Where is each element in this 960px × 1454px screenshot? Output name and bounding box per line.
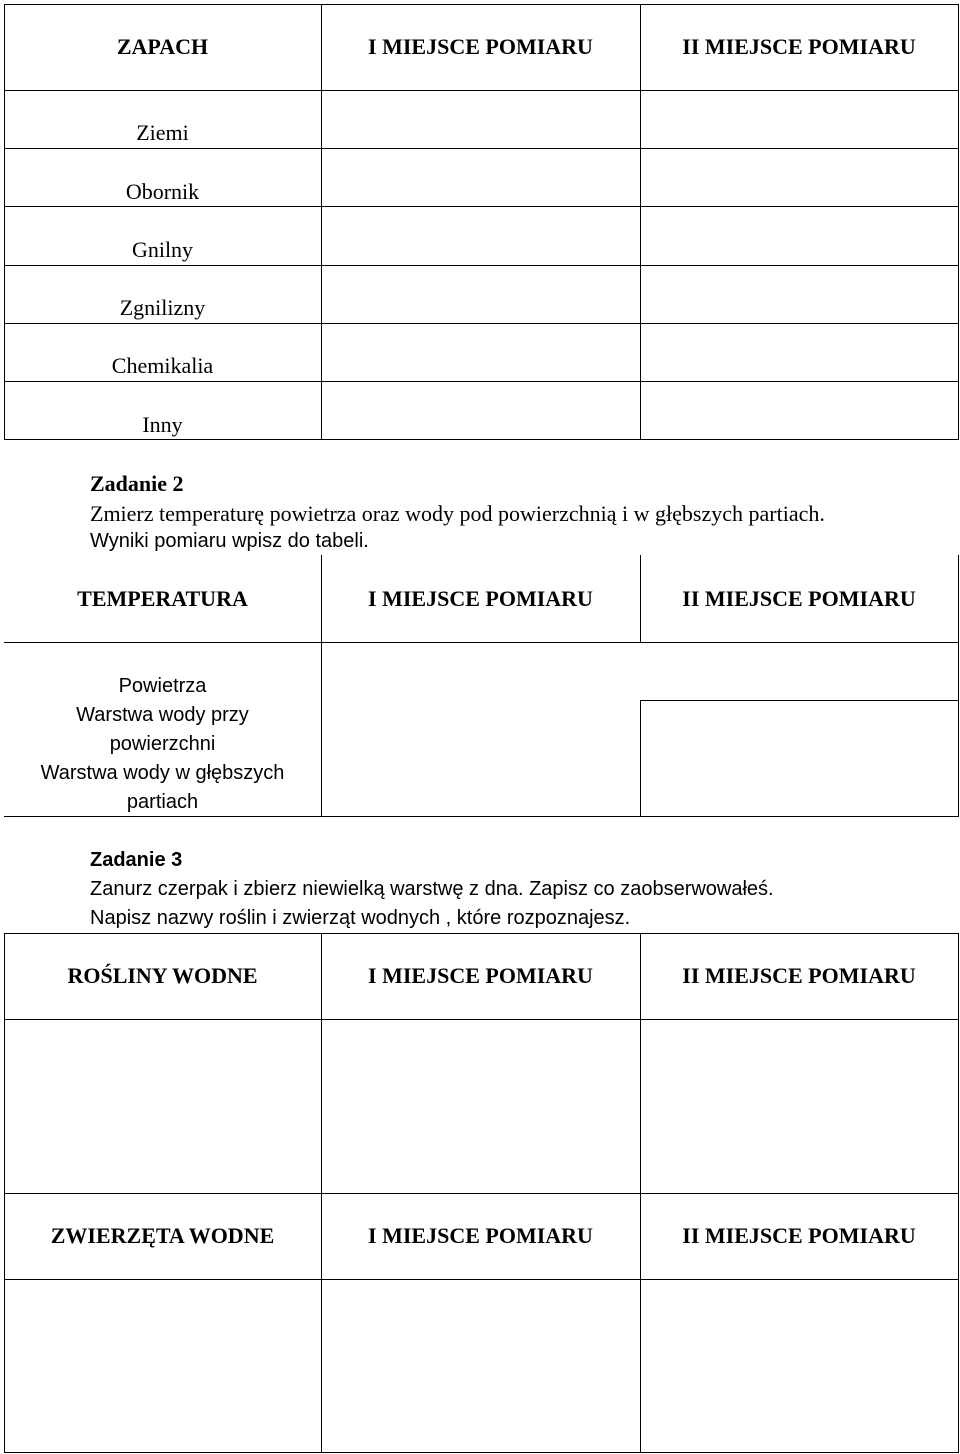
header-miejsce-1: I MIEJSCE POMIARU (368, 1223, 593, 1248)
task2-instruction: Wyniki pomiaru wpisz do tabeli. (90, 530, 369, 552)
table-border (4, 90, 959, 91)
table-border (4, 816, 959, 817)
header-rosliny: ROŚLINY WODNE (67, 963, 258, 988)
row-label: Gnilny (131, 237, 194, 262)
header-miejsce-2: II MIEJSCE POMIARU (682, 34, 916, 59)
table-border (640, 4, 641, 440)
table-border (4, 933, 5, 1453)
table-border (4, 381, 959, 382)
header-zapach: ZAPACH (116, 34, 209, 59)
task2-instruction: Zmierz temperaturę powietrza oraz wody pod powierzchnią i w głębszych partiach. (90, 501, 825, 526)
row-label: Zgnilizny (119, 295, 206, 320)
row-label: partiach (126, 791, 199, 813)
row-label: Powietrza (118, 675, 207, 697)
task3-instruction: Zanurz czerpak i zbierz niewielką warstwę z dna. Zapisz co zaobserwowałeś. (90, 878, 774, 900)
table-border (958, 555, 959, 817)
header-miejsce-1: I MIEJSCE POMIARU (368, 34, 593, 59)
table-border (321, 4, 322, 440)
table-border (958, 4, 959, 440)
header-miejsce-1: I MIEJSCE POMIARU (368, 586, 593, 611)
task3-title: Zadanie 3 (90, 849, 183, 871)
header-temperatura: TEMPERATURA (77, 586, 248, 611)
table-border (4, 439, 959, 440)
task2-title: Zadanie 2 (90, 471, 184, 496)
row-label: powierzchni (109, 733, 216, 755)
row-label: Inny (142, 412, 183, 437)
table-border (640, 700, 959, 701)
header-miejsce-2: II MIEJSCE POMIARU (682, 586, 916, 611)
header-miejsce-2: II MIEJSCE POMIARU (682, 1223, 916, 1248)
row-label: Warstwa wody w głębszych (40, 762, 285, 784)
table-border (4, 206, 959, 207)
table-border (4, 4, 959, 5)
row-label: Warstwa wody przy (76, 704, 249, 726)
table-border (4, 642, 959, 643)
row-label: Ziemi (136, 120, 189, 145)
table-border (321, 933, 322, 1453)
table-border (4, 1452, 959, 1453)
table-border (958, 933, 959, 1453)
table-border (4, 933, 959, 934)
row-label: Obornik (125, 179, 200, 204)
table-border (4, 265, 959, 266)
header-miejsce-1: I MIEJSCE POMIARU (368, 963, 593, 988)
table-border (4, 1193, 959, 1194)
table-border (4, 323, 959, 324)
header-miejsce-2: II MIEJSCE POMIARU (682, 963, 916, 988)
task3-instruction: Napisz nazwy roślin i zwierząt wodnych , które rozpoznajesz. (90, 907, 631, 929)
table-border (640, 700, 641, 817)
table-border (4, 1019, 959, 1020)
table-border (4, 1279, 959, 1280)
row-label: Chemikalia (111, 353, 214, 378)
header-zwierzeta: ZWIERZĘTA WODNE (50, 1223, 275, 1248)
table-border (640, 933, 641, 1453)
table-border (4, 148, 959, 149)
